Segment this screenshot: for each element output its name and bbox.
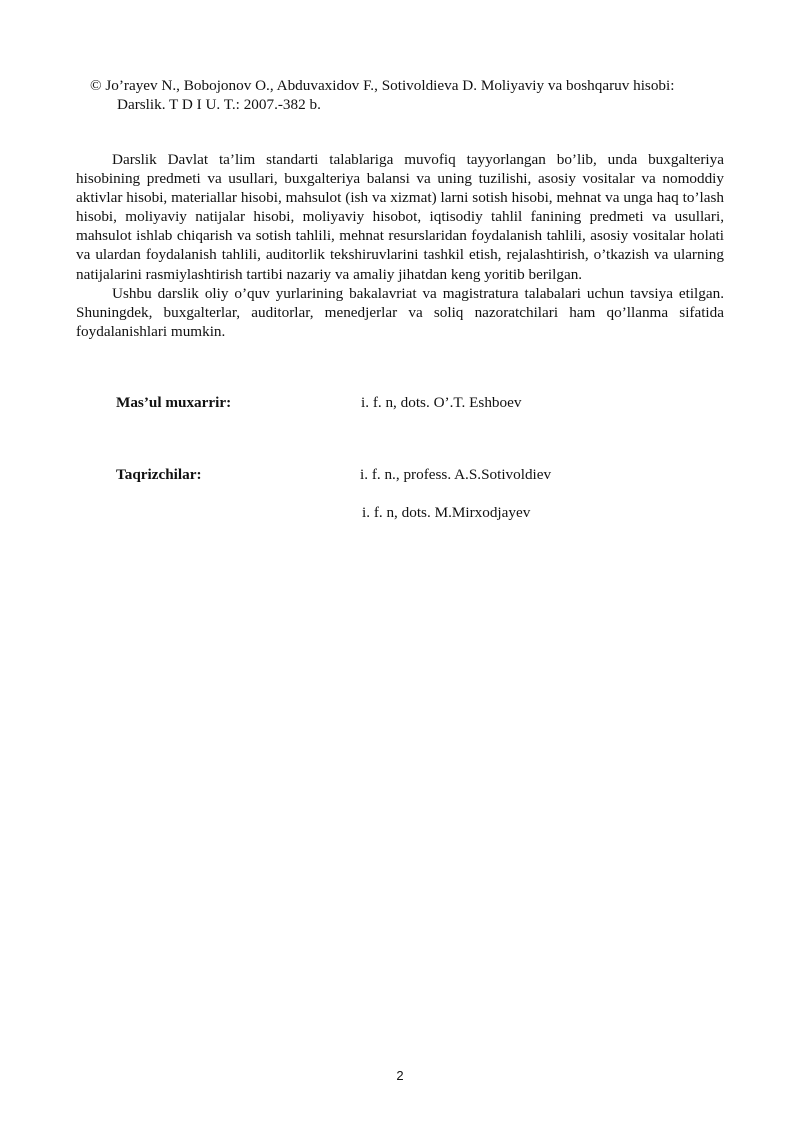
abstract — [76, 150, 724, 341]
abstract-paragraph-2: Ushbu darslik oliy o’quv yurlarining bakalavriat va magistratura talabalari uchun tavsiya etilgan. Shuningdek, buxgalterlar, auditorlar, menedjerlar va soliq nazoratchilari ham qo’llanma sifatida foydalanishlari mumkin. — [76, 284, 724, 340]
editor-name: i. f. n, dots. O’.T. Eshboev — [361, 394, 522, 411]
citation-line-1: © Jo’rayev N., Bobojonov O., Abduvaxidov F., Sotivoldieva D. Moliyaviy va boshqaruv hisobi: — [90, 77, 675, 94]
citation-line-2: Darslik. T D I U. T.: 2007.-382 b. — [117, 96, 321, 113]
reviewer-name-1: i. f. n., profess. A.S.Sotivoldiev — [360, 466, 552, 483]
editor-label: Mas’ul muxarrir: — [116, 394, 232, 411]
reviewer-name-2: i. f. n, dots. M.Mirxodjayev — [362, 504, 531, 521]
reviewers-label: Taqrizchilar: — [116, 466, 202, 483]
abstract-paragraph-1: Darslik Davlat ta’lim standarti talablariga muvofiq tayyorlangan bo’lib, unda buxgalteriya hisobining predmeti va usullari, buxgalteriya balansi va uning tuzilishi, asosiy vositalar va nomoddiy aktivlar hisobi, materiallar hisobi, mahsulot (ish va xizmat) larni sotish hisobi, mehnat va unga haq to’lash hisobi, moliyaviy natijalar hisobi, moliyaviy hisobot, iqtisodiy tahlil fanining predmeti va usullari, mahsulot ishlab chiqarish va sotish tahlili, mehnat resurslaridan foydalanish tahlili, asosiy vositalar holati va ulardan foydalanish tahlili, auditorlik tekshiruvlarini tashkil etish, rejalashtirish, o’tkazish va ularning natijalarini rasmiylashtirish tartibi nazariy va amaliy jihatdan keng yoritib berilgan. — [76, 151, 724, 283]
citation — [90, 76, 750, 114]
page-number: 2 — [396, 1068, 404, 1083]
